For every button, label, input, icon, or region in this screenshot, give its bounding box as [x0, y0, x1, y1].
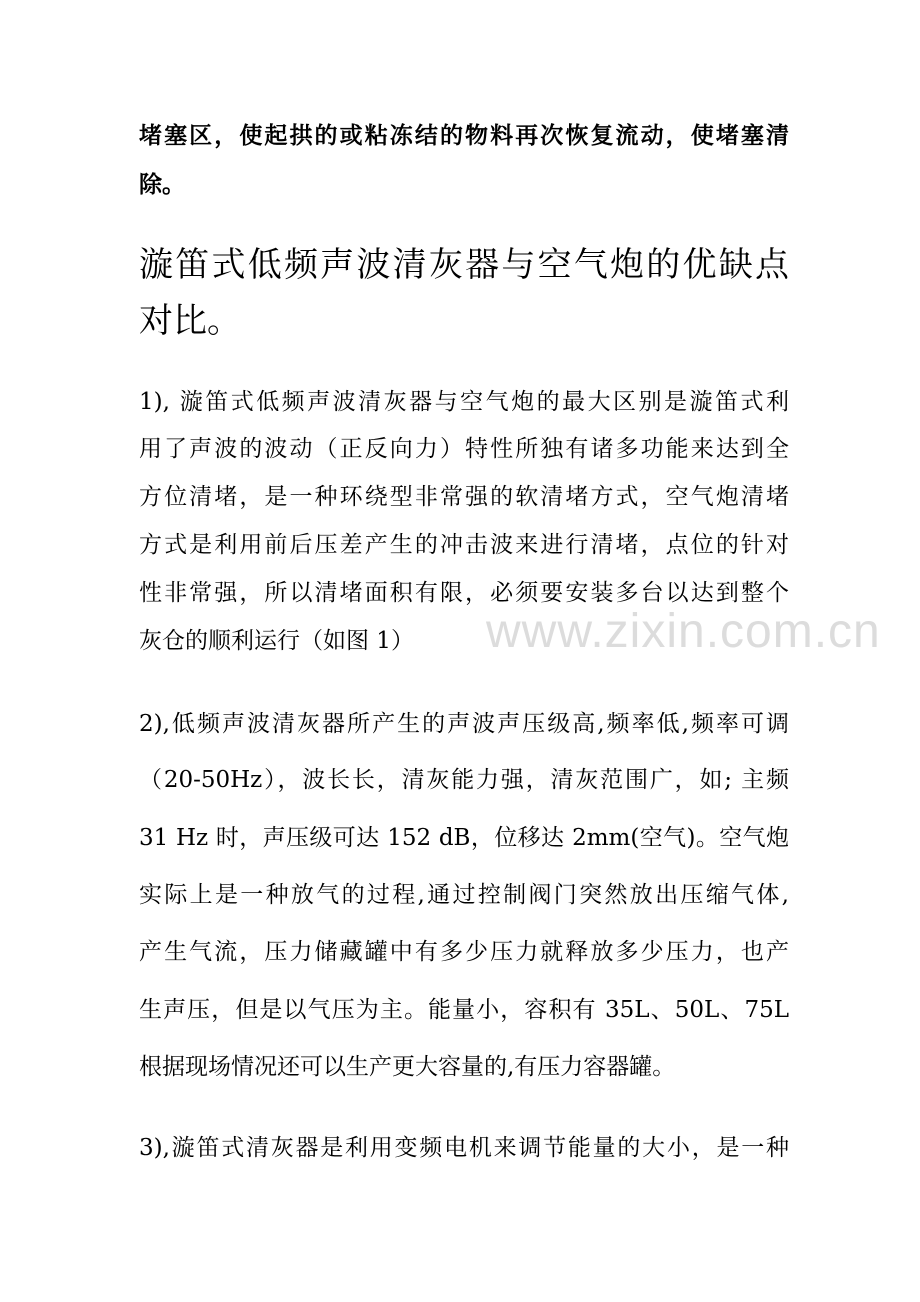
- point2-line-4: 实际上是一种放气的过程,通过控制阀门突然放出压缩气体,: [139, 882, 789, 908]
- point2-line-2: （20-50Hz），波长长，清灰能力强，清灰范围广，如; 主频: [139, 767, 789, 793]
- point1-line-4: 方式是利用前后压差产生的冲击波来进行清堵，点位的针对: [139, 532, 789, 558]
- point1-line-6: 灰仓的顺利运行（如图 1）: [139, 628, 414, 654]
- point1-line-5: 性非常强，所以清堵面积有限，必须要安装多台以达到整个: [139, 580, 789, 606]
- section-heading-line-1: 漩笛式低频声波清灰器与空气炮的优缺点: [139, 245, 789, 285]
- intro-line-2: 除。: [139, 171, 185, 198]
- point3-line-1: 3),漩笛式清灰器是利用变频电机来调节能量的大小，是一种: [139, 1135, 789, 1161]
- point1-line-3: 方位清堵，是一种环绕型非常强的软清堵方式，空气炮清堵: [139, 484, 789, 510]
- intro-line-1: 堵塞区，使起拱的或粘冻结的物料再次恢复流动，使堵塞清: [139, 122, 789, 149]
- watermark: www.zixin.com.cn: [486, 605, 881, 658]
- point1-line-1: 1), 漩笛式低频声波清灰器与空气炮的最大区别是漩笛式利: [139, 389, 789, 415]
- point2-line-7: 根据现场情况还可以生产更大容量的,有压力容器罐。: [139, 1054, 676, 1080]
- section-heading-line-2: 对比。: [139, 301, 241, 341]
- point2-line-3: 31 Hz 时，声压级可达 152 dB，位移达 2mm(空气)。空气炮: [139, 825, 789, 851]
- point2-line-1: 2),低频声波清灰器所产生的声波声压级高,频率低,频率可调: [139, 711, 789, 737]
- point1-line-2: 用了声波的波动（正反向力）特性所独有诸多功能来达到全: [139, 436, 789, 462]
- point2-line-6: 生声压，但是以气压为主。能量小，容积有 35L、50L、75L: [139, 997, 789, 1023]
- point2-line-5: 产生气流，压力储藏罐中有多少压力就释放多少压力，也产: [139, 939, 789, 965]
